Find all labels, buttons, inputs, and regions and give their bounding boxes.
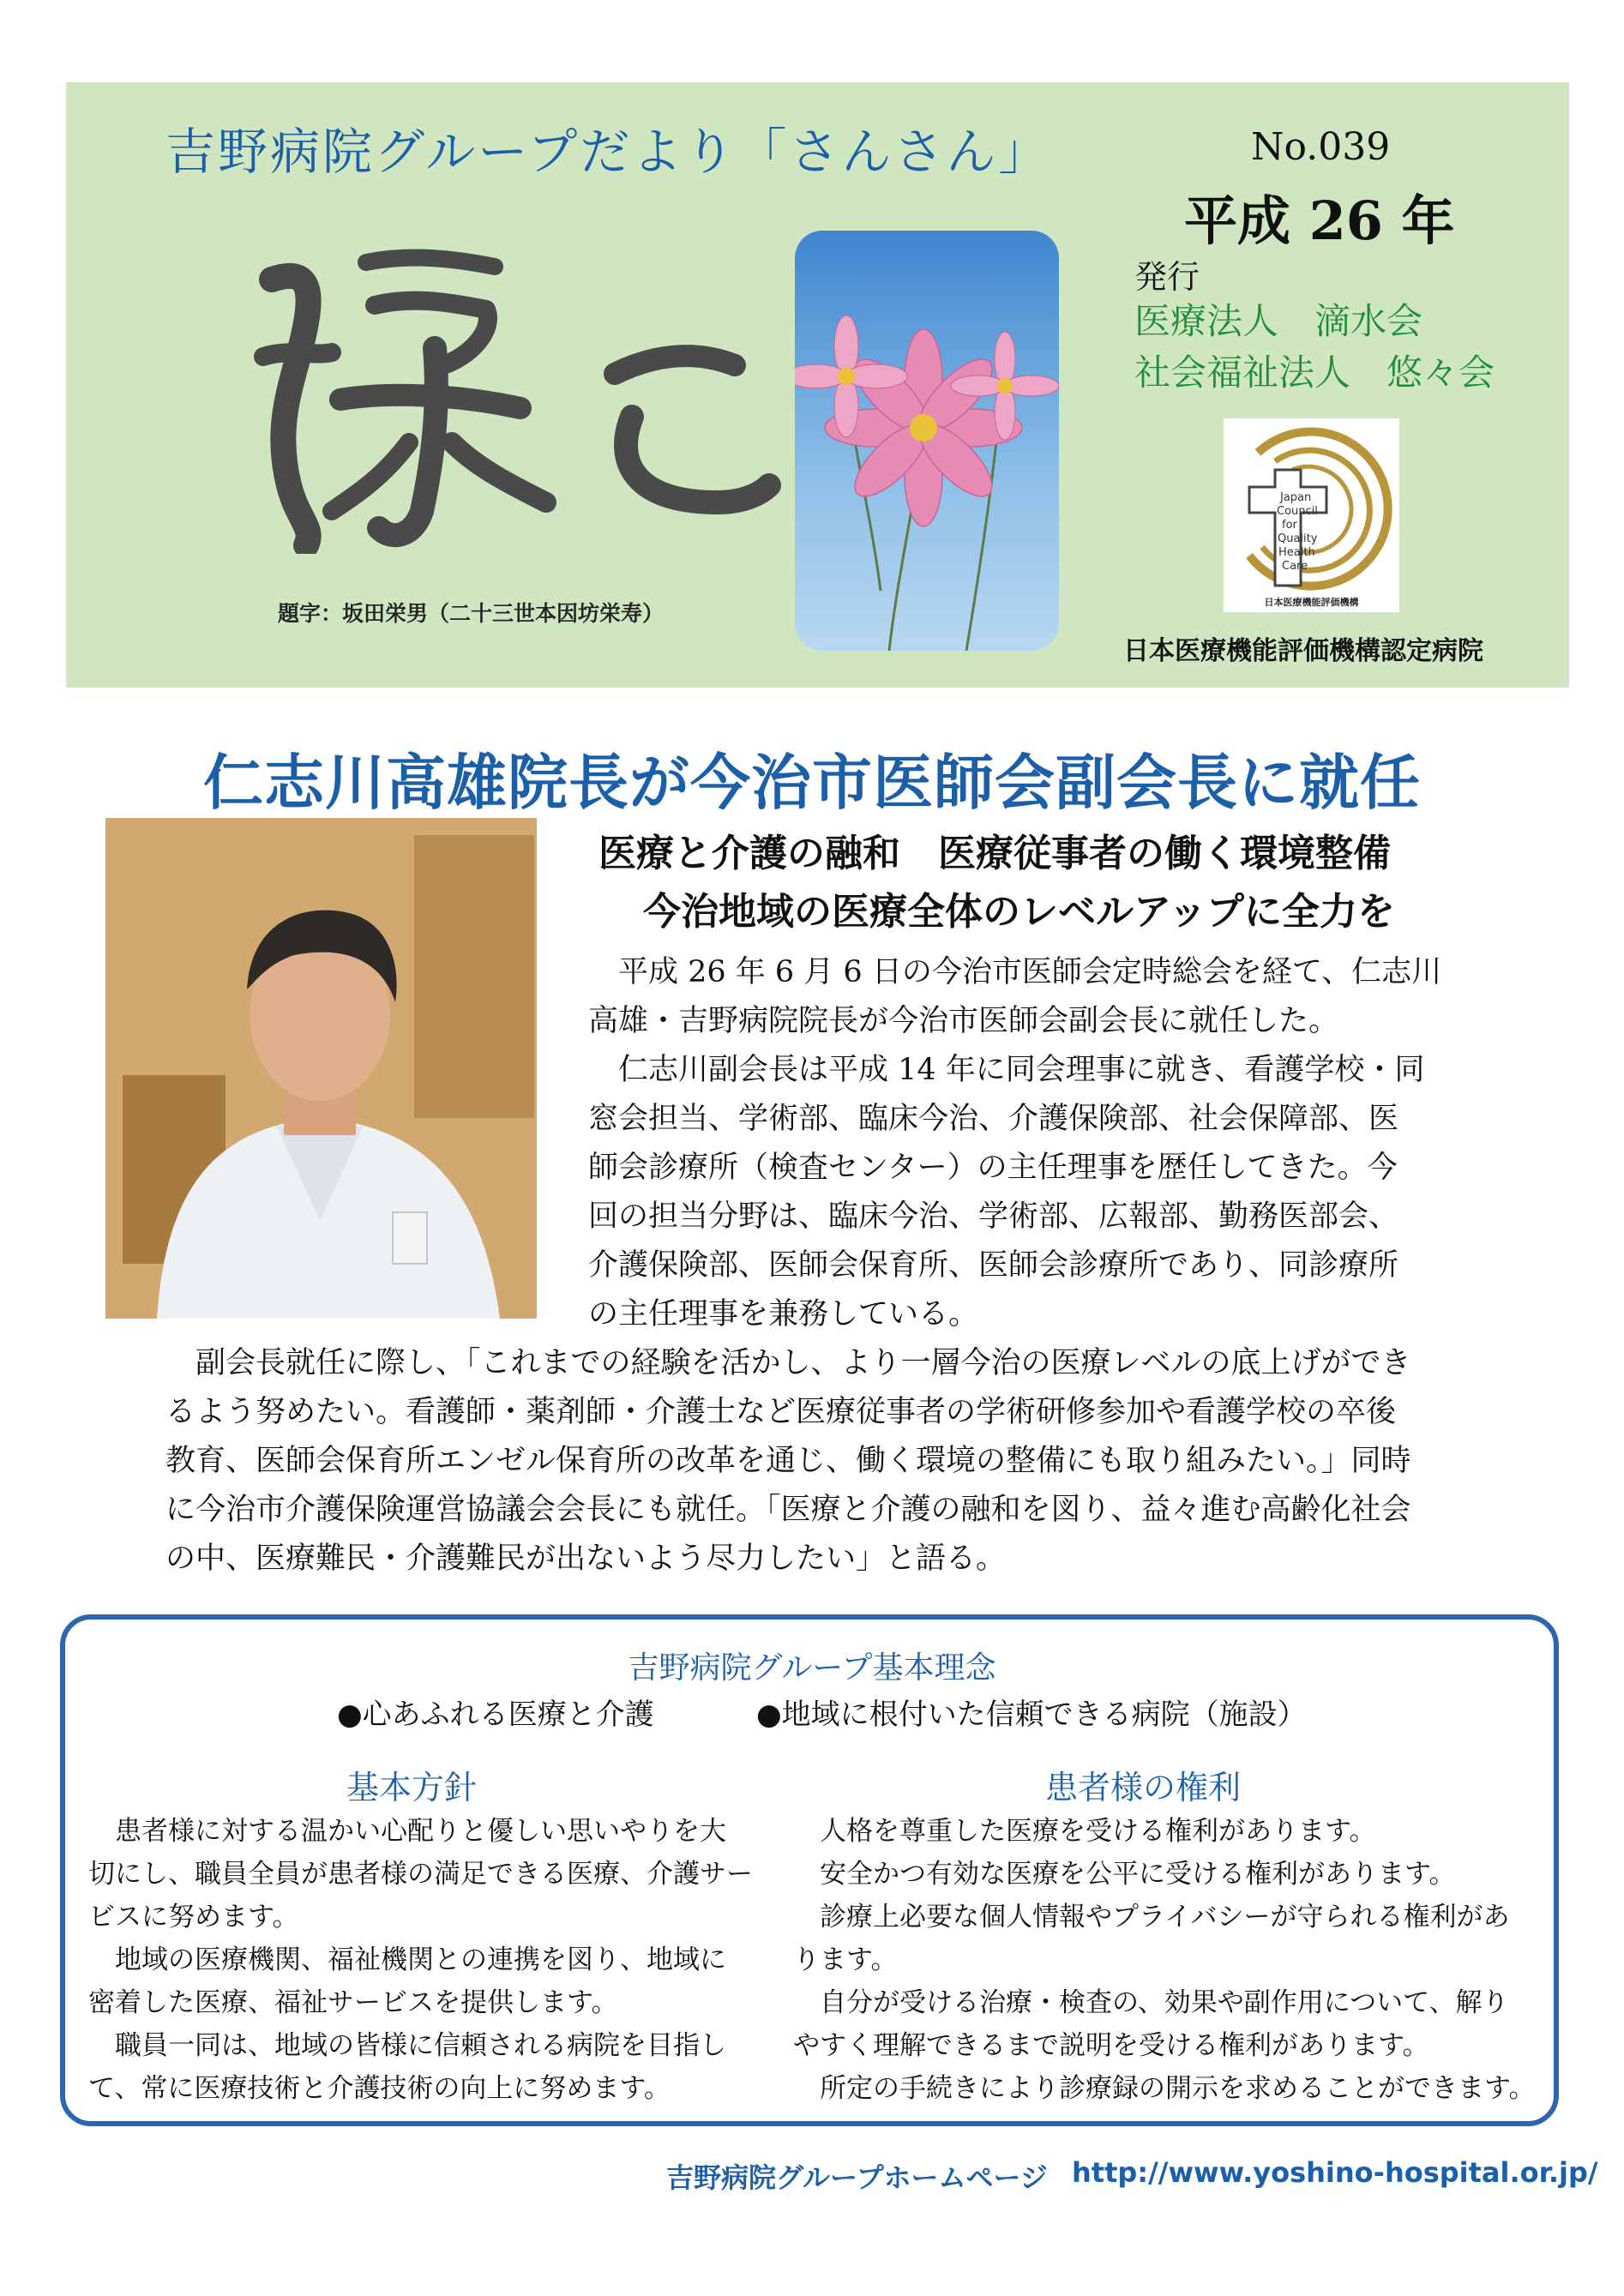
svg-text:for: for [1282, 519, 1297, 532]
policy-line: 密着した医療、福祉サービスを提供します。 [88, 1987, 618, 2017]
philosophy-title: 吉野病院グループ基本理念 [628, 1650, 996, 1686]
director-portrait-photo [105, 818, 537, 1319]
article-column-text [588, 948, 1514, 1339]
issue-number: No.039 [1251, 125, 1391, 169]
article-line: 師会診療所（検査センター）の主任理事を歴任してきた。今 [588, 1151, 1398, 1185]
svg-text:Council: Council [1277, 505, 1318, 518]
rights-line: やすく理解できるまで説明を受ける権利があります。 [793, 2030, 1429, 2060]
article-line: 窓会担当、学術部、臨床今治、介護保険部、社会保障部、医 [588, 1102, 1399, 1136]
rights-line: ります。 [793, 1944, 898, 1974]
header-panel [66, 82, 1569, 688]
seal-caption: 日本医療機能評価機構 [1264, 597, 1359, 608]
article-subheadline [598, 825, 1395, 941]
article-headline: 仁志川高雄院長が今治市医師会副会長に就任 [203, 748, 1421, 818]
cosmos-flower-photo [795, 231, 1059, 651]
svg-text:Quality: Quality [1278, 532, 1318, 545]
article-full-width-text [165, 1339, 1520, 1584]
publisher-label: 発行 [1134, 258, 1200, 296]
rights-line: 所定の手続きにより診療録の開示を求めることができます。 [793, 2073, 1536, 2103]
patient-rights-title: 患者様の権利 [1044, 1769, 1241, 1806]
quality-health-care-seal-icon [1224, 418, 1399, 612]
principle-item: ●心あふれる医療と介護 [337, 1698, 654, 1732]
issue-year: 平成 26 年 [1184, 189, 1455, 252]
basic-policy-title: 基本方針 [346, 1769, 477, 1806]
article-line: 高雄・吉野病院院長が今治市医師会副会長に就任した。 [588, 1004, 1339, 1038]
homepage-label: 吉野病院グループホームページ [666, 2161, 1048, 2194]
basic-policy-text [88, 1810, 753, 2110]
article-line: の中、医療難民・介護難民が出ないよう尽力したい」と語る。 [165, 1542, 1007, 1576]
policy-line: 地域の医療機関、福祉機関との連携を図り、地域に [88, 1944, 726, 1974]
rights-line: 人格を尊重した医療を受ける権利があります。 [793, 1816, 1376, 1846]
article-line: に今治市介護保険運営協議会会長にも就任。「医療と介護の融和を図り、益々進む高齢化社会 [165, 1493, 1411, 1527]
article-line: の主任理事を兼務している。 [588, 1297, 979, 1331]
article-line: るよう努めたい。看護師・薬剤師・介護士など医療従事者の学術研修参加や看護学校の卒後 [165, 1395, 1397, 1429]
policy-line: 職員一同は、地域の皆様に信頼される病院を目指し [88, 2030, 726, 2060]
series-title: 吉野病院グループだより「さんさん」 [165, 123, 1051, 181]
svg-text:Japan: Japan [1280, 491, 1312, 504]
subheadline-line: 今治地域の医療全体のレベルアップに全力を [643, 890, 1395, 934]
article-line: 平成 26 年 6 月 6 日の今治市医師会定時総会を経て、仁志川 [588, 955, 1442, 989]
article-line: 回の担当分野は、臨床今治、学術部、広報部、勤務医部会、 [588, 1199, 1399, 1234]
article-line: 教育、医師会保育所エンゼル保育所の改革を通じ、働く環境の整備にも取り組みたい。」同時 [165, 1444, 1411, 1478]
calligraphy-caption: 題字：坂田栄男（二十三世本因坊栄寿） [278, 601, 665, 626]
article-line: 仁志川副会長は平成 14 年に同会理事に就き、看護学校・同 [588, 1053, 1425, 1087]
article-line: 副会長就任に際し、「これまでの経験を活かし、より一層今治の医療レベルの底上げができ [165, 1346, 1411, 1380]
rights-line: 診療上必要な個人情報やプライバシーが守られる権利があ [793, 1902, 1510, 1932]
policy-line: 患者様に対する温かい心配りと優しい思いやりを大 [88, 1816, 726, 1846]
article-line: 介護保険部、医師会保育所、医師会診療所であり、同診療所 [588, 1248, 1399, 1283]
publisher-name: 社会福祉法人 悠々会 [1134, 352, 1495, 394]
policy-line: ビスに努めます。 [88, 1902, 299, 1932]
patient-rights-text [793, 1810, 1536, 2110]
accreditation-text: 日本医療機能評価機構認定病院 [1123, 636, 1483, 666]
rights-line: 安全かつ有効な医療を公平に受ける権利があります。 [793, 1859, 1456, 1889]
principle-item: ●地域に根付いた信頼できる病院（施設） [756, 1698, 1307, 1732]
svg-text:Care: Care [1282, 560, 1308, 573]
rights-line: 自分が受ける治療・検査の、効果や副作用について、解り [793, 1987, 1509, 2017]
policy-line: て、常に医療技術と介護技術の向上に努めます。 [88, 2073, 671, 2103]
publisher-name: 医療法人 滴水会 [1134, 300, 1423, 342]
subheadline-line: 医療と介護の融和 医療従事者の働く環境整備 [598, 832, 1391, 875]
calligraphy-title-image [238, 228, 786, 554]
policy-line: 切にし、職員全員が患者様の満足できる医療、介護サー [88, 1859, 753, 1889]
homepage-link[interactable]: http://www.yoshino-hospital.or.jp/ [1072, 2156, 1598, 2189]
svg-text:Health: Health [1278, 546, 1315, 559]
